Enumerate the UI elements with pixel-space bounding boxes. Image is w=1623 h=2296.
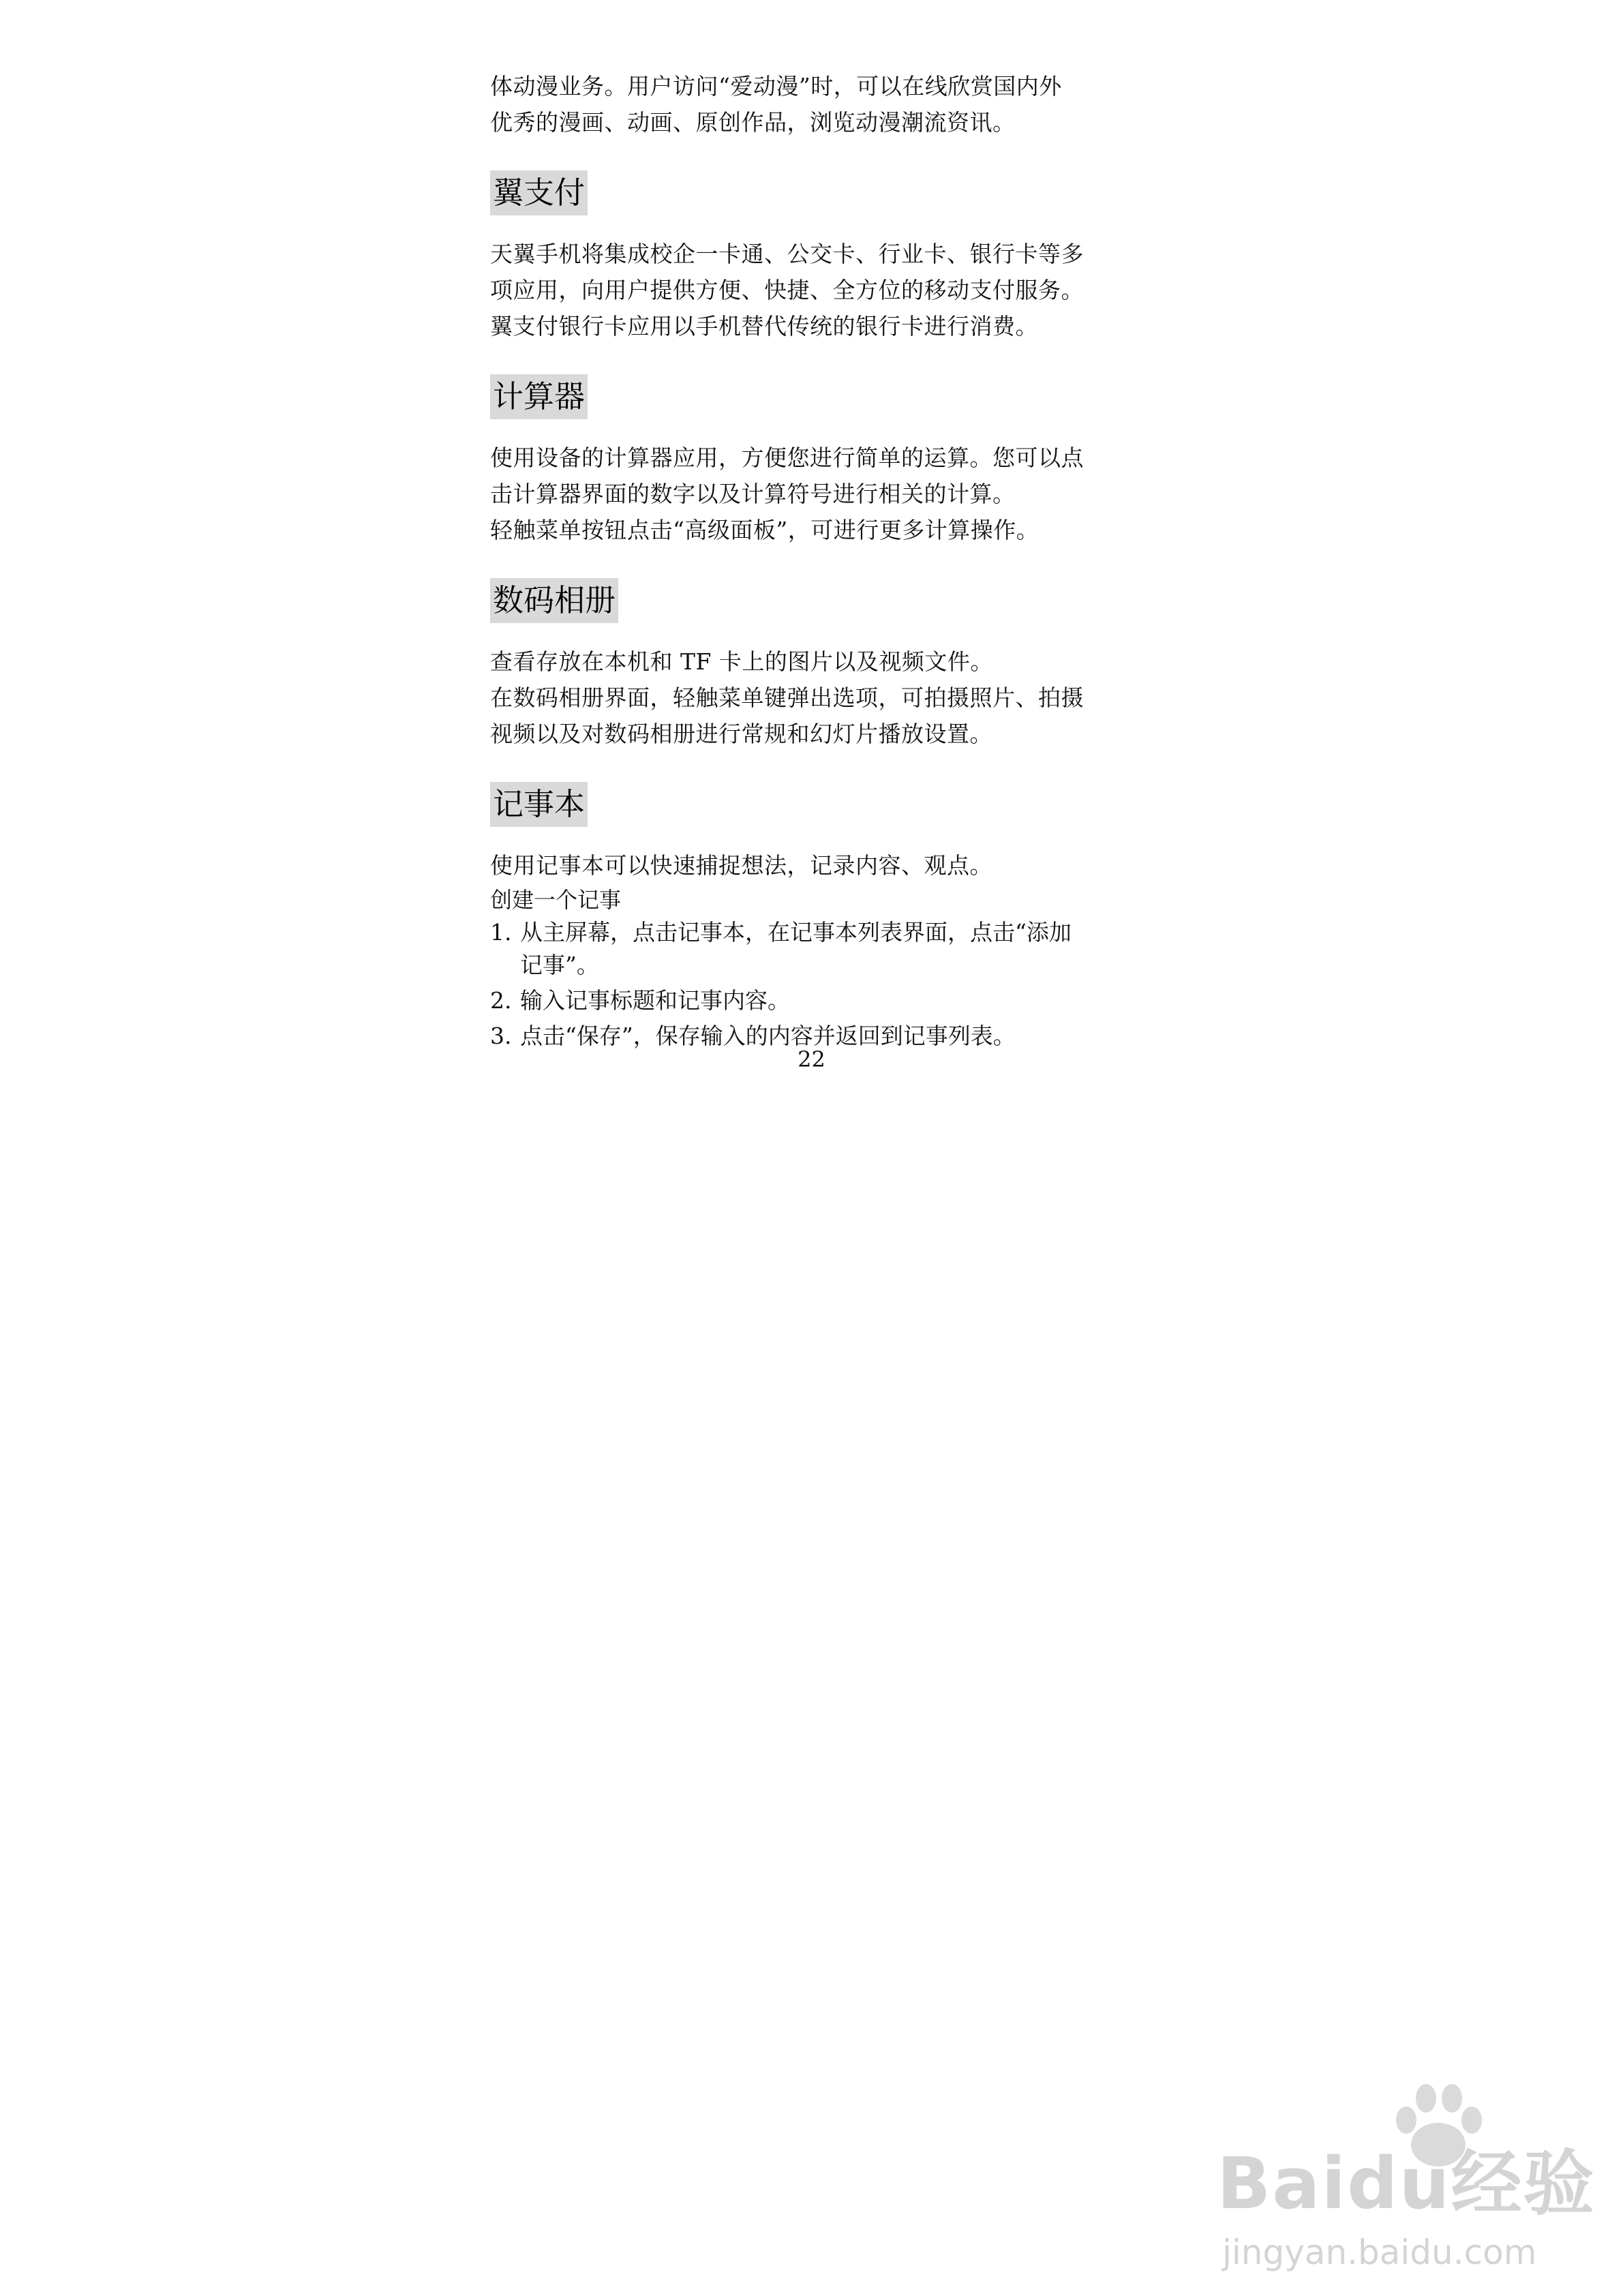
section-heading-calculator: 计算器: [490, 374, 588, 419]
step-number: 2.: [490, 987, 512, 1014]
section-notepad: [490, 782, 1158, 1053]
section-line: 翼支付银行卡应用以手机替代传统的银行卡进行消费。: [490, 313, 1038, 339]
document-page: [490, 68, 1158, 1083]
step-number: 1.: [490, 919, 512, 946]
steps-list: [490, 916, 1158, 1053]
intro-line-2: 优秀的漫画、动画、原创作品，浏览动漫潮流资讯。: [490, 109, 1016, 136]
section-heading-notepad: 记事本: [490, 782, 588, 827]
section-heading-yizhifu: 翼支付: [490, 170, 588, 215]
page-number: 22: [798, 1046, 825, 1072]
list-item: [490, 984, 1158, 1017]
section-line: 击计算器界面的数字以及计算符号进行相关的计算。: [490, 481, 1016, 507]
step-text: 输入记事标题和记事内容。: [520, 987, 790, 1014]
intro-paragraph: [490, 68, 1158, 140]
list-item: [490, 916, 1158, 982]
section-line: 查看存放在本机和 TF 卡上的图片以及视频文件。: [490, 648, 993, 675]
watermark-brand: Baidu经验: [1217, 2142, 1596, 2225]
section-calculator: [490, 374, 1158, 548]
section-yizhifu: [490, 170, 1158, 344]
intro-line-1: 体动漫业务。用户访问“爱动漫”时，可以在线欣赏国内外: [490, 73, 1062, 100]
section-line: 项应用，向用户提供方便、快捷、全方位的移动支付服务。: [490, 277, 1084, 303]
step-text: 从主屏幕，点击记事本，在记事本列表界面，点击“添加: [520, 919, 1072, 946]
step-number: 3.: [490, 1023, 512, 1049]
baidu-jingyan-watermark: [1217, 2078, 1598, 2282]
step-text: 点击“保存”，保存输入的内容并返回到记事列表。: [520, 1023, 1016, 1049]
section-line: 使用设备的计算器应用，方便您进行简单的运算。您可以点: [490, 444, 1084, 471]
section-line: 天翼手机将集成校企一卡通、公交卡、行业卡、银行卡等多: [490, 241, 1084, 267]
section-heading-digital-album: 数码相册: [490, 578, 618, 623]
section-line: 视频以及对数码相册进行常规和幻灯片播放设置。: [490, 721, 992, 747]
section-line: 在数码相册界面，轻触菜单键弹出选项，可拍摄照片、拍摄: [490, 684, 1084, 711]
section-line: 使用记事本可以快速捕捉想法，记录内容、观点。: [490, 852, 992, 879]
section-line: 轻触菜单按钮点击“高级面板”，可进行更多计算操作。: [490, 517, 1040, 543]
section-digital-album: [490, 578, 1158, 752]
step-text-continued: 记事”。: [520, 952, 599, 978]
watermark-url: jingyan.baidu.com: [1222, 2233, 1537, 2272]
subheading-create-note: 创建一个记事: [490, 887, 622, 913]
